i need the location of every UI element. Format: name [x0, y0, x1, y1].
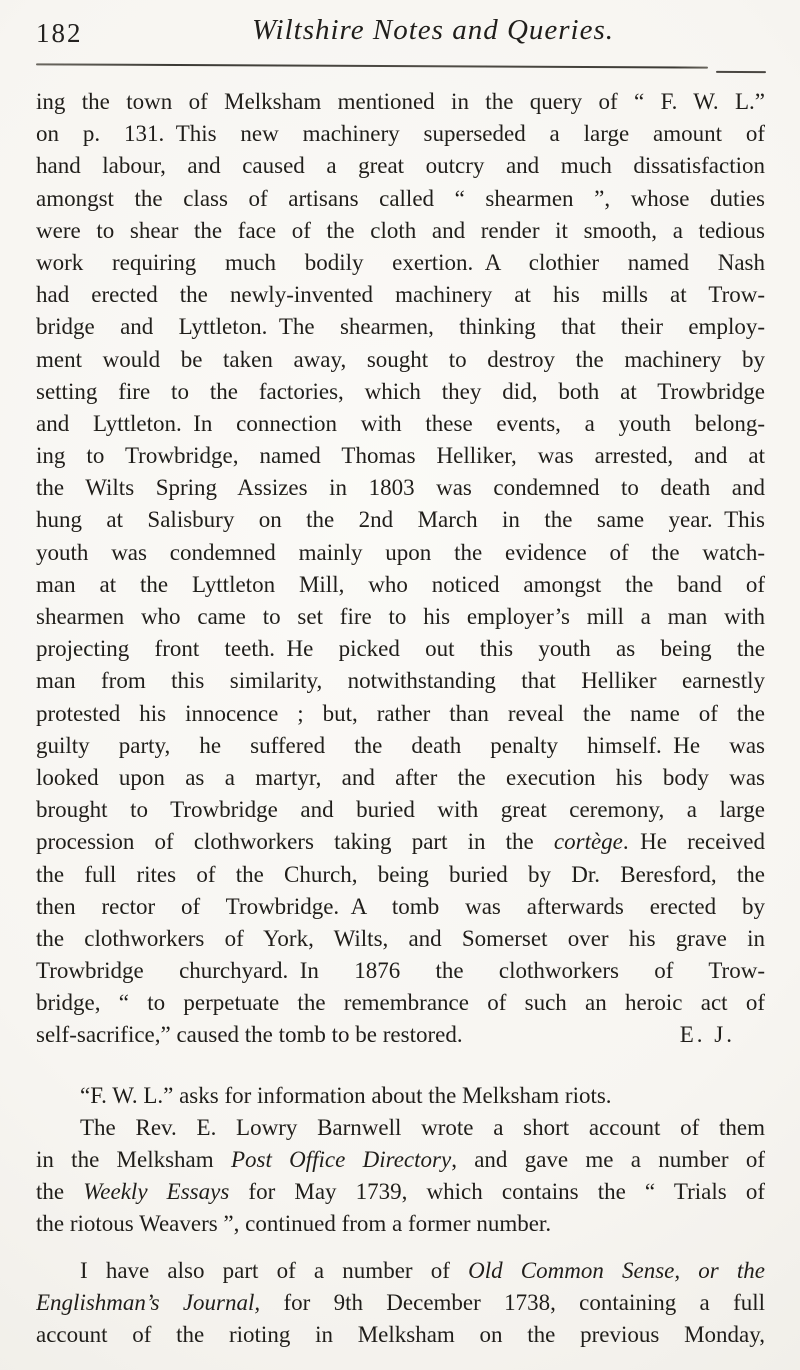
- text-segment: work requiring much bodily exertion. A clothier named Nash: [36, 249, 765, 275]
- text-line: [36, 698, 765, 730]
- text-line: [36, 569, 765, 601]
- text-line: [36, 1144, 765, 1176]
- page-number: 182: [36, 18, 83, 48]
- text-segment: ing to Trowbridge, named Thomas Helliker, was arrested, and at: [36, 443, 765, 469]
- text-line: [36, 472, 765, 504]
- text-segment: looked upon as a martyr, and after the execution his body was: [36, 764, 765, 790]
- italic-text-segment: Old Common Sense, or the: [468, 1257, 765, 1283]
- text-line: [36, 859, 765, 891]
- text-segment: had erected the newly-invented machinery at his mills at Trow-: [36, 282, 765, 308]
- text-segment: hand labour, and caused a great outcry and much dissatisfaction: [36, 153, 765, 179]
- text-segment: in the Melksham: [36, 1147, 231, 1172]
- italic-text-segment: Englishman’s Journal,: [36, 1289, 261, 1315]
- text-segment: protested his innocence ; but, rather than reveal the name of the: [36, 700, 765, 726]
- text-line: [36, 891, 765, 923]
- paragraph-helliker-account: [36, 86, 765, 1052]
- italic-text-segment: cortège: [553, 829, 623, 855]
- text-segment: the Wilts Spring Assizes in 1803 was condemned to death and: [36, 475, 765, 501]
- text-line: [36, 247, 765, 279]
- text-segment: The Rev. E. Lowry Barnwell wrote a short account of them: [80, 1114, 765, 1140]
- text-segment: I have also part of a number of: [80, 1257, 469, 1283]
- text-line: [36, 826, 765, 858]
- text-segment: ment would be taken away, sought to destroy the machinery by: [36, 346, 765, 372]
- text-segment: for May 1739, which contains the “ Trials of: [229, 1179, 765, 1205]
- text-line: [36, 376, 765, 408]
- text-line: [36, 344, 765, 376]
- text-line: [36, 150, 765, 182]
- text-line: [36, 633, 765, 665]
- text-line: [36, 86, 765, 118]
- text-line: [36, 794, 765, 826]
- text-line: [36, 730, 765, 762]
- text-segment: self-sacrifice,” caused the tomb to be restored.: [36, 1022, 463, 1048]
- text-line: [36, 408, 765, 440]
- text-line: [36, 537, 765, 569]
- text-segment: for 9th December 1738, containing a full: [260, 1289, 765, 1315]
- text-segment: hung at Salisbury on the 2nd March in the same year. This: [36, 507, 765, 533]
- text-segment: ing the town of Melksham mentioned in the query of “ F. W. L.”: [36, 89, 765, 114]
- text-segment: setting fire to the factories, which they did, both at Trowbridge: [36, 378, 765, 404]
- text-line: [36, 183, 765, 215]
- text-segment: the riotous Weavers ”, continued from a former number.: [36, 1211, 552, 1237]
- text-segment: shearmen who came to set fire to his employer’s mill a man with: [36, 604, 765, 629]
- text-line: [36, 1319, 765, 1351]
- text-line: [36, 1176, 765, 1208]
- text-line: [36, 1208, 765, 1240]
- text-segment: account of the rioting in Melksham on the previous Monday,: [36, 1321, 765, 1347]
- text-segment: man at the Lyttleton Mill, who noticed amongst the band of: [36, 571, 765, 597]
- text-line: [36, 279, 765, 311]
- text-line: [36, 762, 765, 794]
- text-segment: amongst the class of artisans called “ shearmen ”, whose duties: [36, 185, 765, 211]
- text-segment: the clothworkers of York, Wilts, and Somerset over his grave in: [36, 925, 765, 951]
- text-segment: on p. 131. This new machinery superseded a large amount of: [36, 121, 765, 147]
- italic-text-segment: Weekly Essays: [83, 1179, 230, 1205]
- text-segment: man from this similarity, notwithstanding that Helliker earnestly: [36, 668, 765, 694]
- text-line: [36, 955, 765, 987]
- header-rule-end-segment: [716, 71, 766, 73]
- page-header-title: Wiltshire Notes and Queries.: [251, 14, 615, 46]
- text-segment: youth was condemned mainly upon the evidence of the watch-: [36, 539, 765, 565]
- text-line: [36, 1019, 765, 1051]
- text-line: [36, 504, 765, 536]
- text-line: [36, 118, 765, 150]
- paragraph-old-common-sense-note: [36, 1255, 765, 1352]
- article-body: [36, 86, 765, 1351]
- text-segment: brought to Trowbridge and buried with great ceremony, a large: [36, 797, 765, 823]
- text-line: [36, 1112, 765, 1144]
- text-segment: the full rites of the Church, being buried by Dr. Beresford, the: [36, 861, 765, 887]
- text-line: [36, 215, 765, 247]
- text-segment: . He received: [622, 829, 765, 855]
- text-segment: bridge and Lyttleton. The shearmen, thinking that their employ-: [36, 314, 765, 340]
- text-segment: guilty party, he suffered the death penalty himself. He was: [36, 732, 765, 758]
- italic-text-segment: Post Office Directory: [230, 1147, 452, 1172]
- text-line: [36, 1255, 765, 1287]
- paragraph-barnwell-account-note: [36, 1112, 765, 1241]
- text-segment: were to shear the face of the cloth and render it smooth, a tedious: [36, 217, 765, 243]
- text-segment: procession of clothworkers taking part in the: [36, 829, 554, 855]
- text-line: [36, 1080, 765, 1112]
- text-line: [36, 923, 765, 955]
- author-signature: E. J.: [679, 1022, 735, 1048]
- text-line: [36, 311, 765, 343]
- text-segment: projecting front teeth. He picked out this youth as being the: [36, 636, 765, 662]
- header-rule: [36, 63, 708, 68]
- text-line: [36, 987, 765, 1019]
- running-head: [36, 14, 766, 54]
- text-line: [36, 665, 765, 697]
- text-segment: , and gave me a number of: [451, 1147, 765, 1172]
- text-segment: Trowbridge churchyard. In 1876 the clothworkers of Trow-: [36, 958, 765, 984]
- text-line: [36, 1287, 765, 1319]
- paragraph-fwl-query-note: [36, 1080, 765, 1112]
- text-line: [36, 440, 765, 472]
- text-line: [36, 601, 765, 633]
- text-segment: the: [36, 1179, 84, 1205]
- text-segment: then rector of Trowbridge. A tomb was afterwards erected by: [36, 893, 765, 919]
- text-segment: “F. W. L.” asks for information about the Melksham riots.: [80, 1082, 612, 1108]
- text-segment: and Lyttleton. In connection with these events, a youth belong-: [36, 410, 765, 436]
- text-segment: bridge, “ to perpetuate the remembrance of such an heroic act of: [36, 990, 765, 1016]
